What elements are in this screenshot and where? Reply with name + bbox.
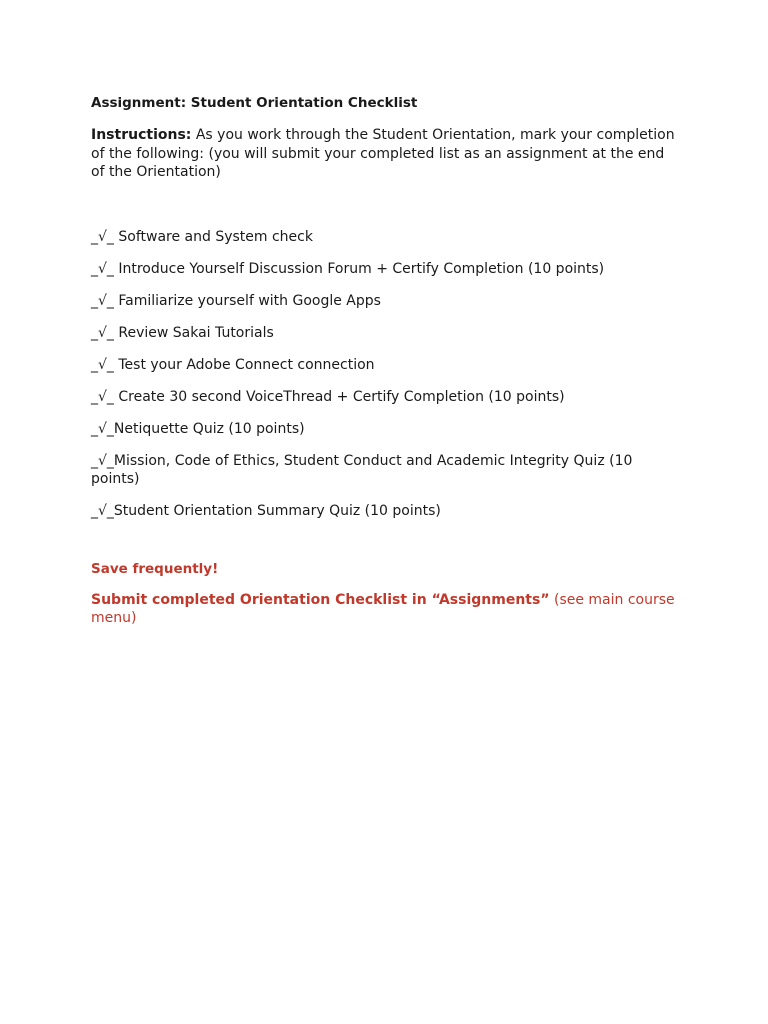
- instructions-lead: Instructions:: [91, 127, 192, 143]
- document-title: Assignment: Student Orientation Checklist: [91, 95, 418, 111]
- instructions-paragraph: [91, 126, 681, 182]
- submit-note-normal: (see main course menu): [91, 591, 675, 626]
- submit-instructions-note: [91, 591, 681, 628]
- checklist-item: _√_ Review Sakai Tutorials: [91, 324, 274, 341]
- checklist-item: _√_ Introduce Yourself Discussion Forum + Certify Completion (10 points): [91, 260, 605, 277]
- checklist-item: _√_ Test your Adobe Connect connection: [91, 356, 375, 373]
- orientation-checklist: [91, 228, 681, 521]
- checklist-item: _√_ Software and System check: [91, 228, 313, 245]
- checklist-item: _√_ Create 30 second VoiceThread + Certify Completion (10 points): [91, 388, 565, 405]
- checklist-item: _√_Netiquette Quiz (10 points): [91, 420, 305, 437]
- save-frequently-note: Save frequently!: [91, 560, 219, 577]
- submit-note-bold: Submit completed Orientation Checklist in “Assignments”: [91, 591, 550, 608]
- instructions-text: As you work through the Student Orientation, mark your completion of the following: (you will submit your completed list as an assignment at the end of the Orientation): [91, 127, 675, 180]
- checklist-item: _√_Mission, Code of Ethics, Student Conduct and Academic Integrity Quiz (10 points): [91, 452, 633, 487]
- checklist-item: _√_Student Orientation Summary Quiz (10 points): [91, 503, 441, 519]
- checklist-item: _√_ Familiarize yourself with Google Apps: [91, 292, 381, 309]
- document-page: [91, 94, 681, 628]
